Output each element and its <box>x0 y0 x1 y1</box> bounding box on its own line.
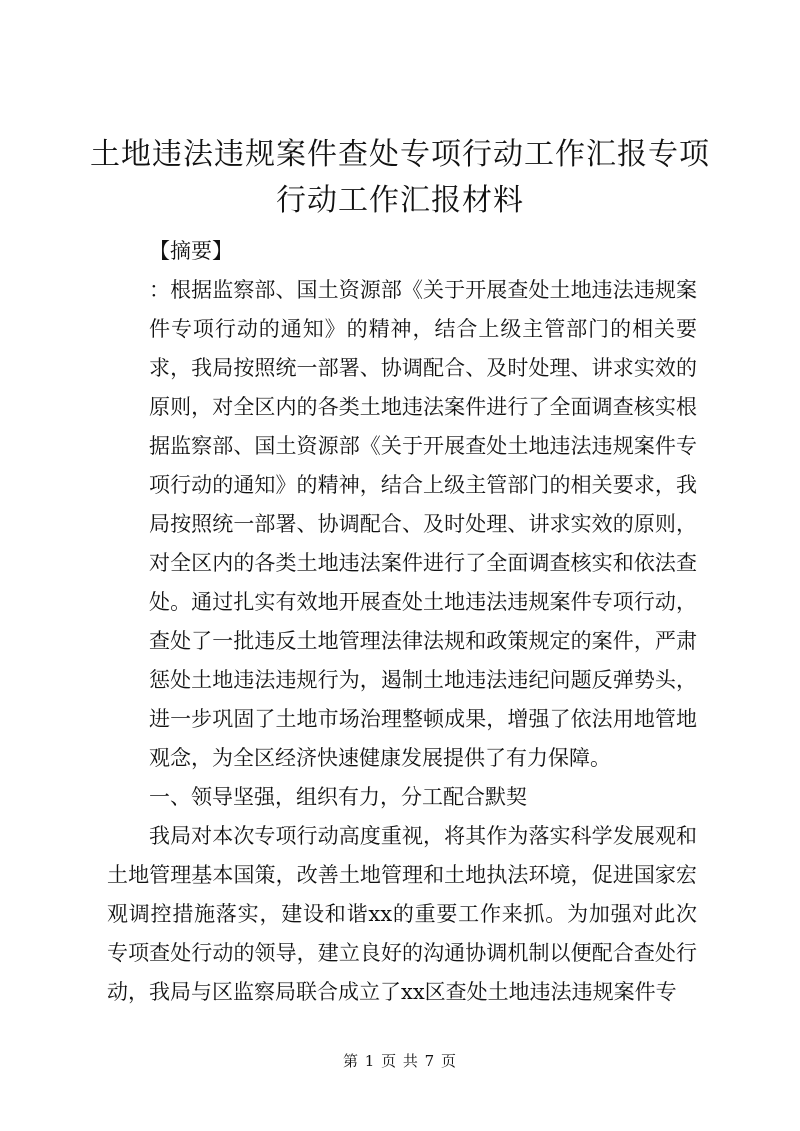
page-footer: 第 1 页 共 7 页 <box>343 1052 457 1070</box>
document-body <box>107 232 697 1012</box>
document-title <box>0 132 800 224</box>
section-heading: 一、领导坚强，组织有力，分工配合默契 <box>149 785 527 809</box>
title-line-1: 土地违法违规案件查处专项行动工作汇报专项 <box>90 137 710 172</box>
abstract-label: 【摘要】 <box>149 239 233 263</box>
paragraph-abstract: ：根据监察部、国土资源部《关于开展查处土地违法违规案件专项行动的通知》的精神，结合上级主管部门的相关要求，我局按照统一部署、协调配合、及时处理、讲求实效的原则，对全区内的各类土地违法案件进行了全面调查核实根据监察部、国土资源部《关于开展查处土地违法违规案件专项行动的通知》的精神，结合上级主管部门的相关要求，我局按照统一部署、协调配合、及时处理、讲求实效的原则，对全区内的各类土地违法案件进行了全面调查核实和依法查处。通过扎实有效地开展查处土地违法违规案件专项行动，查处了一批违反土地管理法律法规和政策规定的案件，严肃惩处土地违法违规行为，遏制土地违法违纪问题反弹势头，进一步巩固了土地市场治理整顿成果，增强了依法用地管地观念，为全区经济快速健康发展提供了有力保障。 <box>149 278 697 770</box>
title-line-2: 行动工作汇报材料 <box>276 183 524 218</box>
paragraph-body: 我局对本次专项行动高度重视，将其作为落实科学发展观和土地管理基本国策，改善土地管理和土地执法环境，促进国家宏观调控措施落实，建设和谐xx的重要工作来抓。为加强对此次专项查处行动的领导，建立良好的沟通协调机制以便配合查处行动，我局与区监察局联合成立了xx区查处土地违法违规案件专 <box>107 824 697 1004</box>
